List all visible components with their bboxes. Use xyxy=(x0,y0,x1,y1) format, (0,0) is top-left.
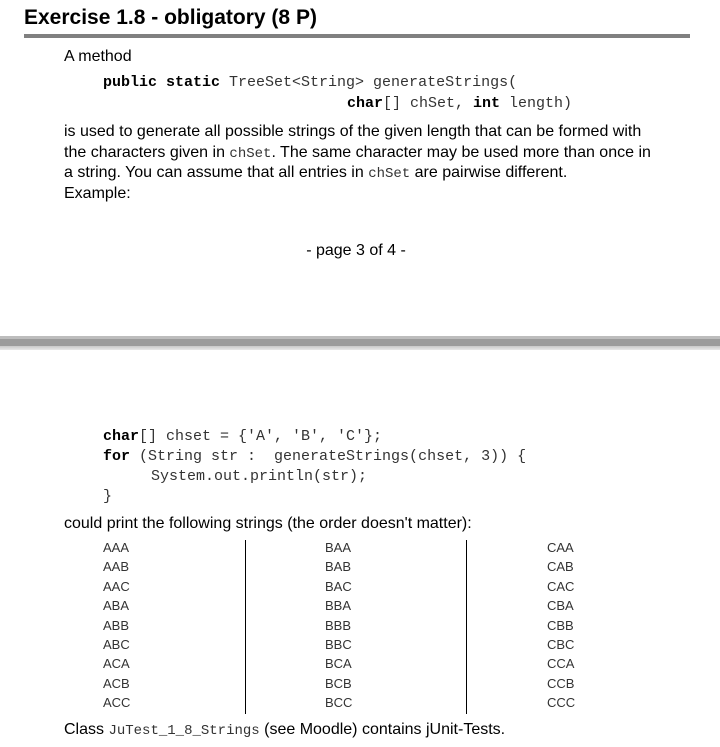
code-text: (String str : generateStrings(chset, 3)) { xyxy=(130,448,527,465)
title-underline xyxy=(24,34,690,38)
string-cell: ABA xyxy=(103,598,130,614)
text: (see Moodle) contains jUnit-Tests. xyxy=(259,721,506,738)
example-code-line-2 xyxy=(103,447,526,467)
string-cell: AAA xyxy=(103,540,130,555)
code-text: [] chset = {'A', 'B', 'C'}; xyxy=(139,428,383,445)
example-label: Example: xyxy=(64,185,131,202)
code-text: [] chSet, xyxy=(383,95,474,112)
string-cell: CBC xyxy=(547,636,575,652)
string-cell: ACA xyxy=(103,656,130,672)
description-line-3 xyxy=(64,162,567,185)
code-text: length) xyxy=(500,95,573,112)
page-separator xyxy=(0,336,720,350)
keyword: int xyxy=(473,95,501,112)
keyword: char xyxy=(103,428,140,445)
strings-column-c xyxy=(547,538,575,713)
page-footer: - page 3 of 4 - xyxy=(306,242,406,259)
keyword: char xyxy=(347,95,384,112)
keyword: for xyxy=(103,448,131,465)
keyword: public static xyxy=(103,74,221,91)
example-code-line-1 xyxy=(103,427,382,447)
string-cell: BBC xyxy=(325,636,352,652)
string-cell: ACC xyxy=(103,695,131,711)
intro-text: A method xyxy=(64,48,132,65)
inline-code: chSet xyxy=(229,146,272,162)
strings-column-b xyxy=(325,538,352,713)
string-cell: ABC xyxy=(103,636,130,652)
string-cell: BAC xyxy=(325,578,352,594)
string-cell: ACB xyxy=(103,675,130,691)
string-cell: CCA xyxy=(547,656,575,672)
string-cell: BBB xyxy=(325,617,352,633)
string-cell: AAB xyxy=(103,559,130,575)
text: . The same character may be used more than once in xyxy=(271,144,651,161)
string-cell: CCB xyxy=(547,675,575,691)
text: are pairwise different. xyxy=(410,164,568,181)
string-cell: CAA xyxy=(547,540,574,555)
closing-text xyxy=(64,719,505,742)
code-text: TreeSet<String> generateStrings( xyxy=(220,74,518,91)
string-cell: ABB xyxy=(103,617,130,633)
string-cell: CAB xyxy=(547,559,574,575)
text: a string. You can assume that all entries in xyxy=(64,164,369,181)
string-cell: CBB xyxy=(547,617,574,633)
text: the characters given in xyxy=(64,144,230,161)
signature-line-2 xyxy=(347,94,572,114)
string-cell: AAC xyxy=(103,578,130,594)
string-cell: CCC xyxy=(547,695,576,711)
strings-column-a xyxy=(103,538,130,713)
column-divider xyxy=(466,540,467,714)
could-print-text: could print the following strings (the order doesn't matter): xyxy=(64,515,472,532)
string-cell: BAB xyxy=(325,559,352,575)
signature-line-1 xyxy=(103,73,517,93)
string-cell: CAC xyxy=(547,578,575,594)
string-cell: BCA xyxy=(325,656,352,672)
string-cell: BCB xyxy=(325,675,352,691)
string-cell: BCC xyxy=(325,695,353,711)
description-line-1: is used to generate all possible strings of the given length that can be formed with xyxy=(64,123,642,140)
string-cell: BAA xyxy=(325,540,352,555)
inline-code: chSet xyxy=(368,166,411,182)
exercise-title: Exercise 1.8 - obligatory (8 P) xyxy=(24,6,317,29)
strings-table xyxy=(64,538,690,716)
inline-code: JuTest_1_8_Strings xyxy=(108,723,260,739)
column-divider xyxy=(245,540,246,714)
example-code-line-3: System.out.println(str); xyxy=(151,468,368,485)
text: Class xyxy=(64,721,109,738)
example-code-line-4: } xyxy=(103,488,113,505)
string-cell: CBA xyxy=(547,598,574,614)
string-cell: BBA xyxy=(325,598,352,614)
